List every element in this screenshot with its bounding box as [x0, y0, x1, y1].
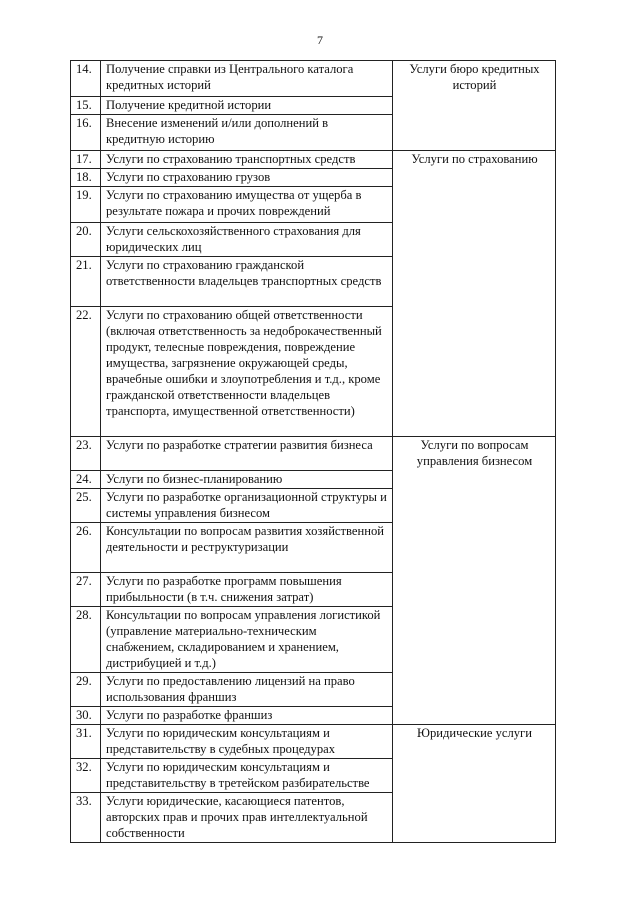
- category-credit-history: Услуги бюро кредитных историй: [393, 61, 556, 151]
- service-description: Услуги по страхованию грузов: [101, 169, 393, 187]
- row-number: 27.: [71, 573, 101, 607]
- row-number: 14.: [71, 61, 101, 97]
- row-number: 24.: [71, 471, 101, 489]
- service-description: Услуги по страхованию гражданской ответственности владельцев транспортных средств: [101, 257, 393, 307]
- row-number: 21.: [71, 257, 101, 307]
- row-number: 20.: [71, 223, 101, 257]
- category-insurance: Услуги по страхованию: [393, 151, 556, 437]
- row-number: 28.: [71, 607, 101, 673]
- row-number: 16.: [71, 115, 101, 151]
- row-number: 30.: [71, 707, 101, 725]
- service-description: Консультации по вопросам развития хозяйственной деятельности и реструктуризации: [101, 523, 393, 573]
- row-number: 33.: [71, 793, 101, 843]
- row-number: 31.: [71, 725, 101, 759]
- row-number: 23.: [71, 437, 101, 471]
- row-number: 32.: [71, 759, 101, 793]
- service-description: Услуги по страхованию имущества от ущерба в результате пожара и прочих повреждений: [101, 187, 393, 223]
- service-description: Услуги юридические, касающиеся патентов, авторских прав и прочих прав интеллектуальной собственности: [101, 793, 393, 843]
- service-description: Услуги по бизнес-планированию: [101, 471, 393, 489]
- service-description: Получение справки из Центрального каталога кредитных историй: [101, 61, 393, 97]
- service-description: Услуги по предоставлению лицензий на право использования франшиз: [101, 673, 393, 707]
- service-description: Получение кредитной истории: [101, 97, 393, 115]
- category-business-management: Услуги по вопросам управления бизнесом: [393, 437, 556, 725]
- row-number: 17.: [71, 151, 101, 169]
- service-description: Услуги по страхованию транспортных средств: [101, 151, 393, 169]
- row-number: 18.: [71, 169, 101, 187]
- service-description: Услуги по разработке франшиз: [101, 707, 393, 725]
- row-number: 15.: [71, 97, 101, 115]
- row-number: 29.: [71, 673, 101, 707]
- services-table: [70, 60, 556, 843]
- service-description: Внесение изменений и/или дополнений в кредитную историю: [101, 115, 393, 151]
- service-description: Услуги по страхованию общей ответственности (включая ответственность за недоброкачественный продукт, телесные повреждения, повреждение имущества, загрязнение окружающей среды, врачебные ошибки и злоупотребления и т.д., кроме гражданской ответственности владельцев транспорта, имущественной ответственности): [101, 307, 393, 437]
- page-number: 7: [317, 33, 323, 47]
- service-description: Услуги по разработке программ повышения прибыльности (в т.ч. снижения затрат): [101, 573, 393, 607]
- table-row: [71, 437, 556, 471]
- row-number: 19.: [71, 187, 101, 223]
- service-description: Услуги сельскохозяйственного страхования для юридических лиц: [101, 223, 393, 257]
- row-number: 22.: [71, 307, 101, 437]
- service-description: Услуги по юридическим консультациям и представительству в судебных процедурах: [101, 725, 393, 759]
- table-row: [71, 151, 556, 169]
- service-description: Услуги по разработке организационной структуры и системы управления бизнесом: [101, 489, 393, 523]
- table-row: [71, 725, 556, 759]
- service-description: Услуги по юридическим консультациям и представительству в третейском разбирательстве: [101, 759, 393, 793]
- service-description: Услуги по разработке стратегии развития бизнеса: [101, 437, 393, 471]
- table-row: [71, 61, 556, 97]
- row-number: 26.: [71, 523, 101, 573]
- row-number: 25.: [71, 489, 101, 523]
- category-legal: Юридические услуги: [393, 725, 556, 843]
- service-description: Консультации по вопросам управления логистикой (управление материально-техническим снабжением, складированием и хранением, дистрибуцией и т.д.): [101, 607, 393, 673]
